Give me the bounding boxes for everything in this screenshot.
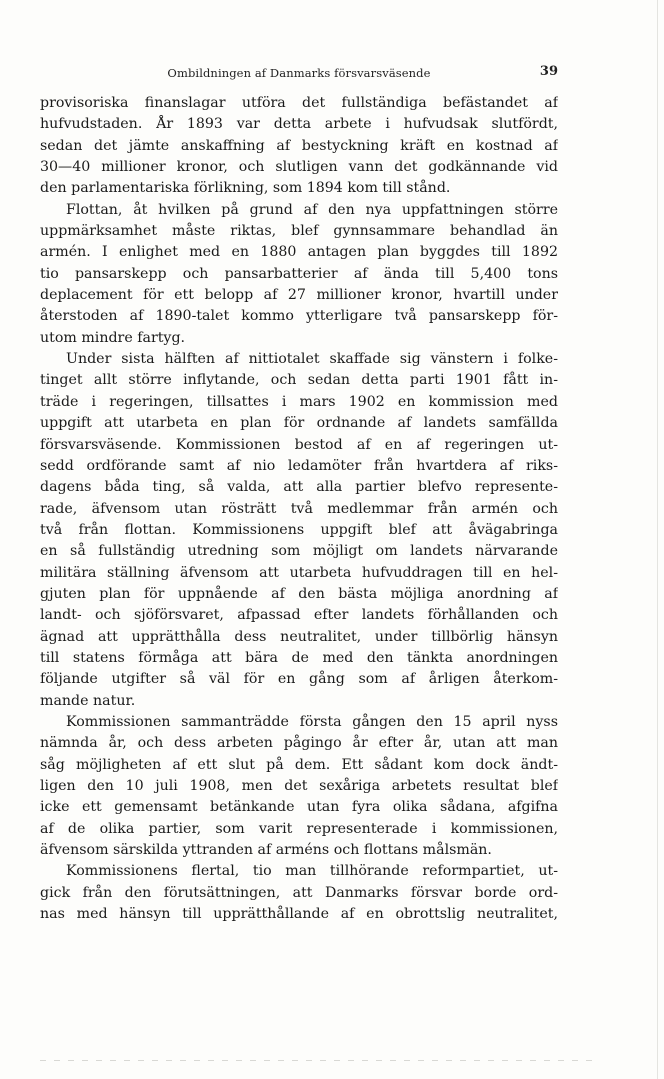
text-line: Kommissionens flertal, tio man tillhörande reformpartiet, ut-: [66, 863, 558, 880]
text-line: Under sista hälften af nittiotalet skaffade sig vänstern i folke-: [66, 351, 558, 368]
text-line: provisoriska finanslagar utföra det fullständiga befästandet af: [40, 95, 558, 111]
text-line: en så fullständig utredning som möjligt om landets närvarande: [40, 543, 558, 560]
text-line: gjuten plan för uppnående af den bästa möjliga anordning af: [40, 585, 558, 602]
text-line: uppgift att utarbeta en plan för ordnande af landets samfällda: [40, 415, 558, 432]
text-line: 30—40 millioner kronor, och slutligen vann det godkännande vid: [40, 159, 558, 176]
text-line: äfvensom särskilda yttranden af arméns och flottans målsmän.: [40, 842, 492, 859]
text-line: träde i regeringen, tillsattes i mars 1902 en kommission med: [40, 393, 558, 410]
text-line: Kommissionen sammanträdde första gången den 15 april nyss: [66, 713, 558, 730]
text-line: två från flottan. Kommissionens uppgift blef att åvägabringa: [40, 521, 558, 538]
text-line: nas med hänsyn till upprätthållande af en obrottslig neutralitet,: [40, 906, 558, 923]
text-line: hufvudstaden. År 1893 var detta arbete i hufvudsak slutfördt,: [40, 116, 558, 133]
text-line: återstoden af 1890-talet kommo ytterligare två pansarskepp för-: [40, 308, 558, 325]
text-line: armén. I enlighet med en 1880 antagen plan byggdes till 1892: [40, 244, 558, 261]
text-line: tinget allt större inflytande, och sedan detta parti 1901 fått in-: [40, 372, 558, 389]
text-line: af de olika partier, som varit representerade i kommissionen,: [40, 820, 558, 837]
running-title: Ombildningen af Danmarks försvarsväsende: [167, 66, 431, 80]
text-line: uppmärksamhet måste riktas, blef gynnsammare behandlad än: [40, 223, 558, 240]
text-line: till statens förmåga att bära de med den tänkta anordningen: [40, 649, 558, 666]
text-line: dagens båda ting, så valda, att alla partier blefvo represente-: [40, 479, 558, 496]
text-line: tio pansarskepp och pansarbatterier af ända till 5,400 tons: [40, 265, 558, 282]
scan-bottom-edge: [40, 1060, 600, 1061]
running-head: [40, 64, 558, 84]
text-line: militära ställning äfvensom att utarbeta hufvuddragen till en hel-: [40, 564, 558, 581]
text-line: sedan det jämte anskaffning af bestyckning kräft en kostnad af: [40, 137, 558, 154]
text-line: såg möjligheten af ett slut på dem. Ett sådant kom dock ändt-: [40, 756, 558, 773]
text-line: ligen den 10 juli 1908, men det sexåriga arbetets resultat blef: [40, 778, 558, 794]
text-line: gick från den förutsättningen, att Danmarks försvar borde ord-: [40, 884, 558, 901]
text-line: icke ett gemensamt betänkande utan fyra olika sådana, afgifna: [40, 799, 558, 816]
text-line: sedd ordförande samt af nio ledamöter från hvartdera af riks-: [40, 457, 558, 474]
text-line: följande utgifter så väl för en gång som af årligen återkom-: [40, 671, 558, 688]
text-line: den parlamentariska förlikning, som 1894 kom till stånd.: [40, 180, 451, 197]
text-line: deplacement för ett belopp af 27 millioner kronor, hvartill under: [40, 287, 558, 304]
page-edge: [657, 0, 658, 1079]
body-text: [40, 93, 558, 925]
text-line: landt- och sjöförsvaret, afpassad efter landets förhållanden och: [40, 607, 558, 624]
text-line: försvarsväsende. Kommissionen bestod af en af regeringen ut-: [40, 436, 558, 453]
text-line: nämnda år, och dess arbeten pågingo år efter år, utan att man: [40, 735, 558, 752]
text-line: mande natur.: [40, 692, 136, 709]
text-line: ägnad att upprätthålla dess neutralitet, under tillbörlig hänsyn: [40, 628, 558, 645]
page-number: 39: [539, 64, 558, 79]
text-line: Flottan, åt hvilken på grund af den nya uppfattningen större: [66, 201, 558, 218]
text-line: rade, äfvensom utan rösträtt två medlemmar från armén och: [40, 500, 558, 517]
text-line: utom mindre fartyg.: [40, 329, 186, 346]
